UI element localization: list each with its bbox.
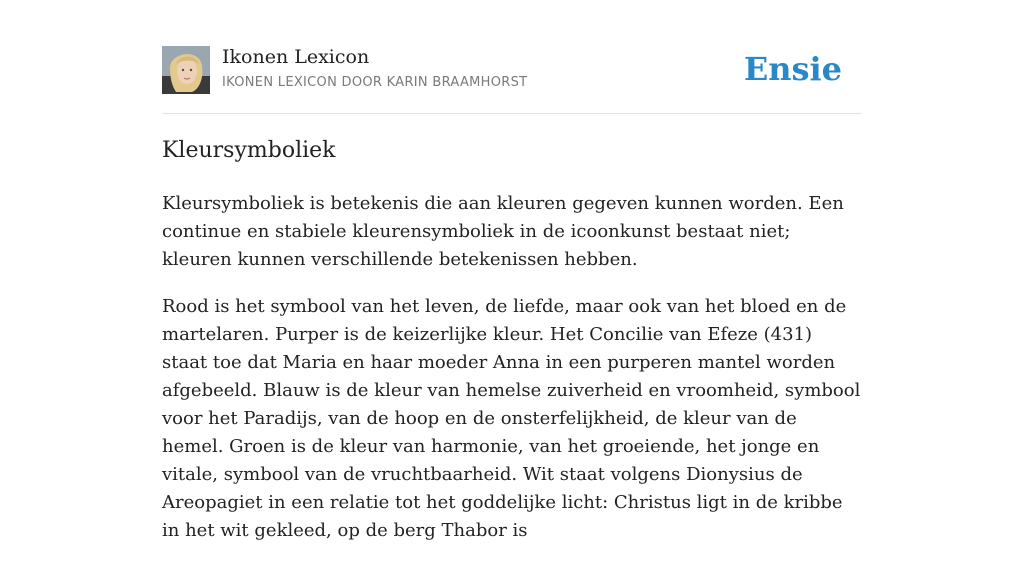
avatar[interactable] bbox=[162, 46, 210, 94]
article-paragraph-2: Rood is het symbool van het leven, de liefde, maar ook van het bloed en de martelaren. Purper is de keizerlijke kleur. Het Concilie van Efeze (431) staat toe dat Maria en haar moeder Anna in een purperen mantel worden afgebeeld. Blauw is de kleur van hemelse zuiverheid en vroomheid, symbool voor het Paradijs, van de hoop en de onsterfelijkheid, de kleur van de hemel. Groen is de kleur van harmonie, van het groeiende, het jonge en vitale, symbool van de vruchtbaarheid. Wit staat volgens Dionysius de Areopagiet in een relatie tot het goddelijke licht: Christus ligt in de kribbe in het wit gekleed, op de berg Thabor is bbox=[162, 296, 861, 541]
author-portrait-icon bbox=[162, 46, 210, 94]
article-paragraph-1: Kleursymboliek is betekenis die aan kleuren gegeven kunnen worden. Een continue en stabiele kleurensymboliek in de icoonkunst bestaat niet; kleuren kunnen verschillende betekenissen hebben. bbox=[162, 193, 844, 270]
article-body bbox=[162, 190, 862, 564]
lexicon-subtitle: IKONEN LEXICON DOOR KARIN BRAAMHORST bbox=[222, 75, 528, 90]
site-header bbox=[162, 46, 862, 96]
header-divider bbox=[162, 113, 862, 114]
lexicon-name-link[interactable]: Ikonen Lexicon bbox=[222, 46, 370, 68]
page-title: Kleursymboliek bbox=[162, 138, 336, 163]
ensie-logo[interactable]: Ensie bbox=[743, 50, 842, 88]
